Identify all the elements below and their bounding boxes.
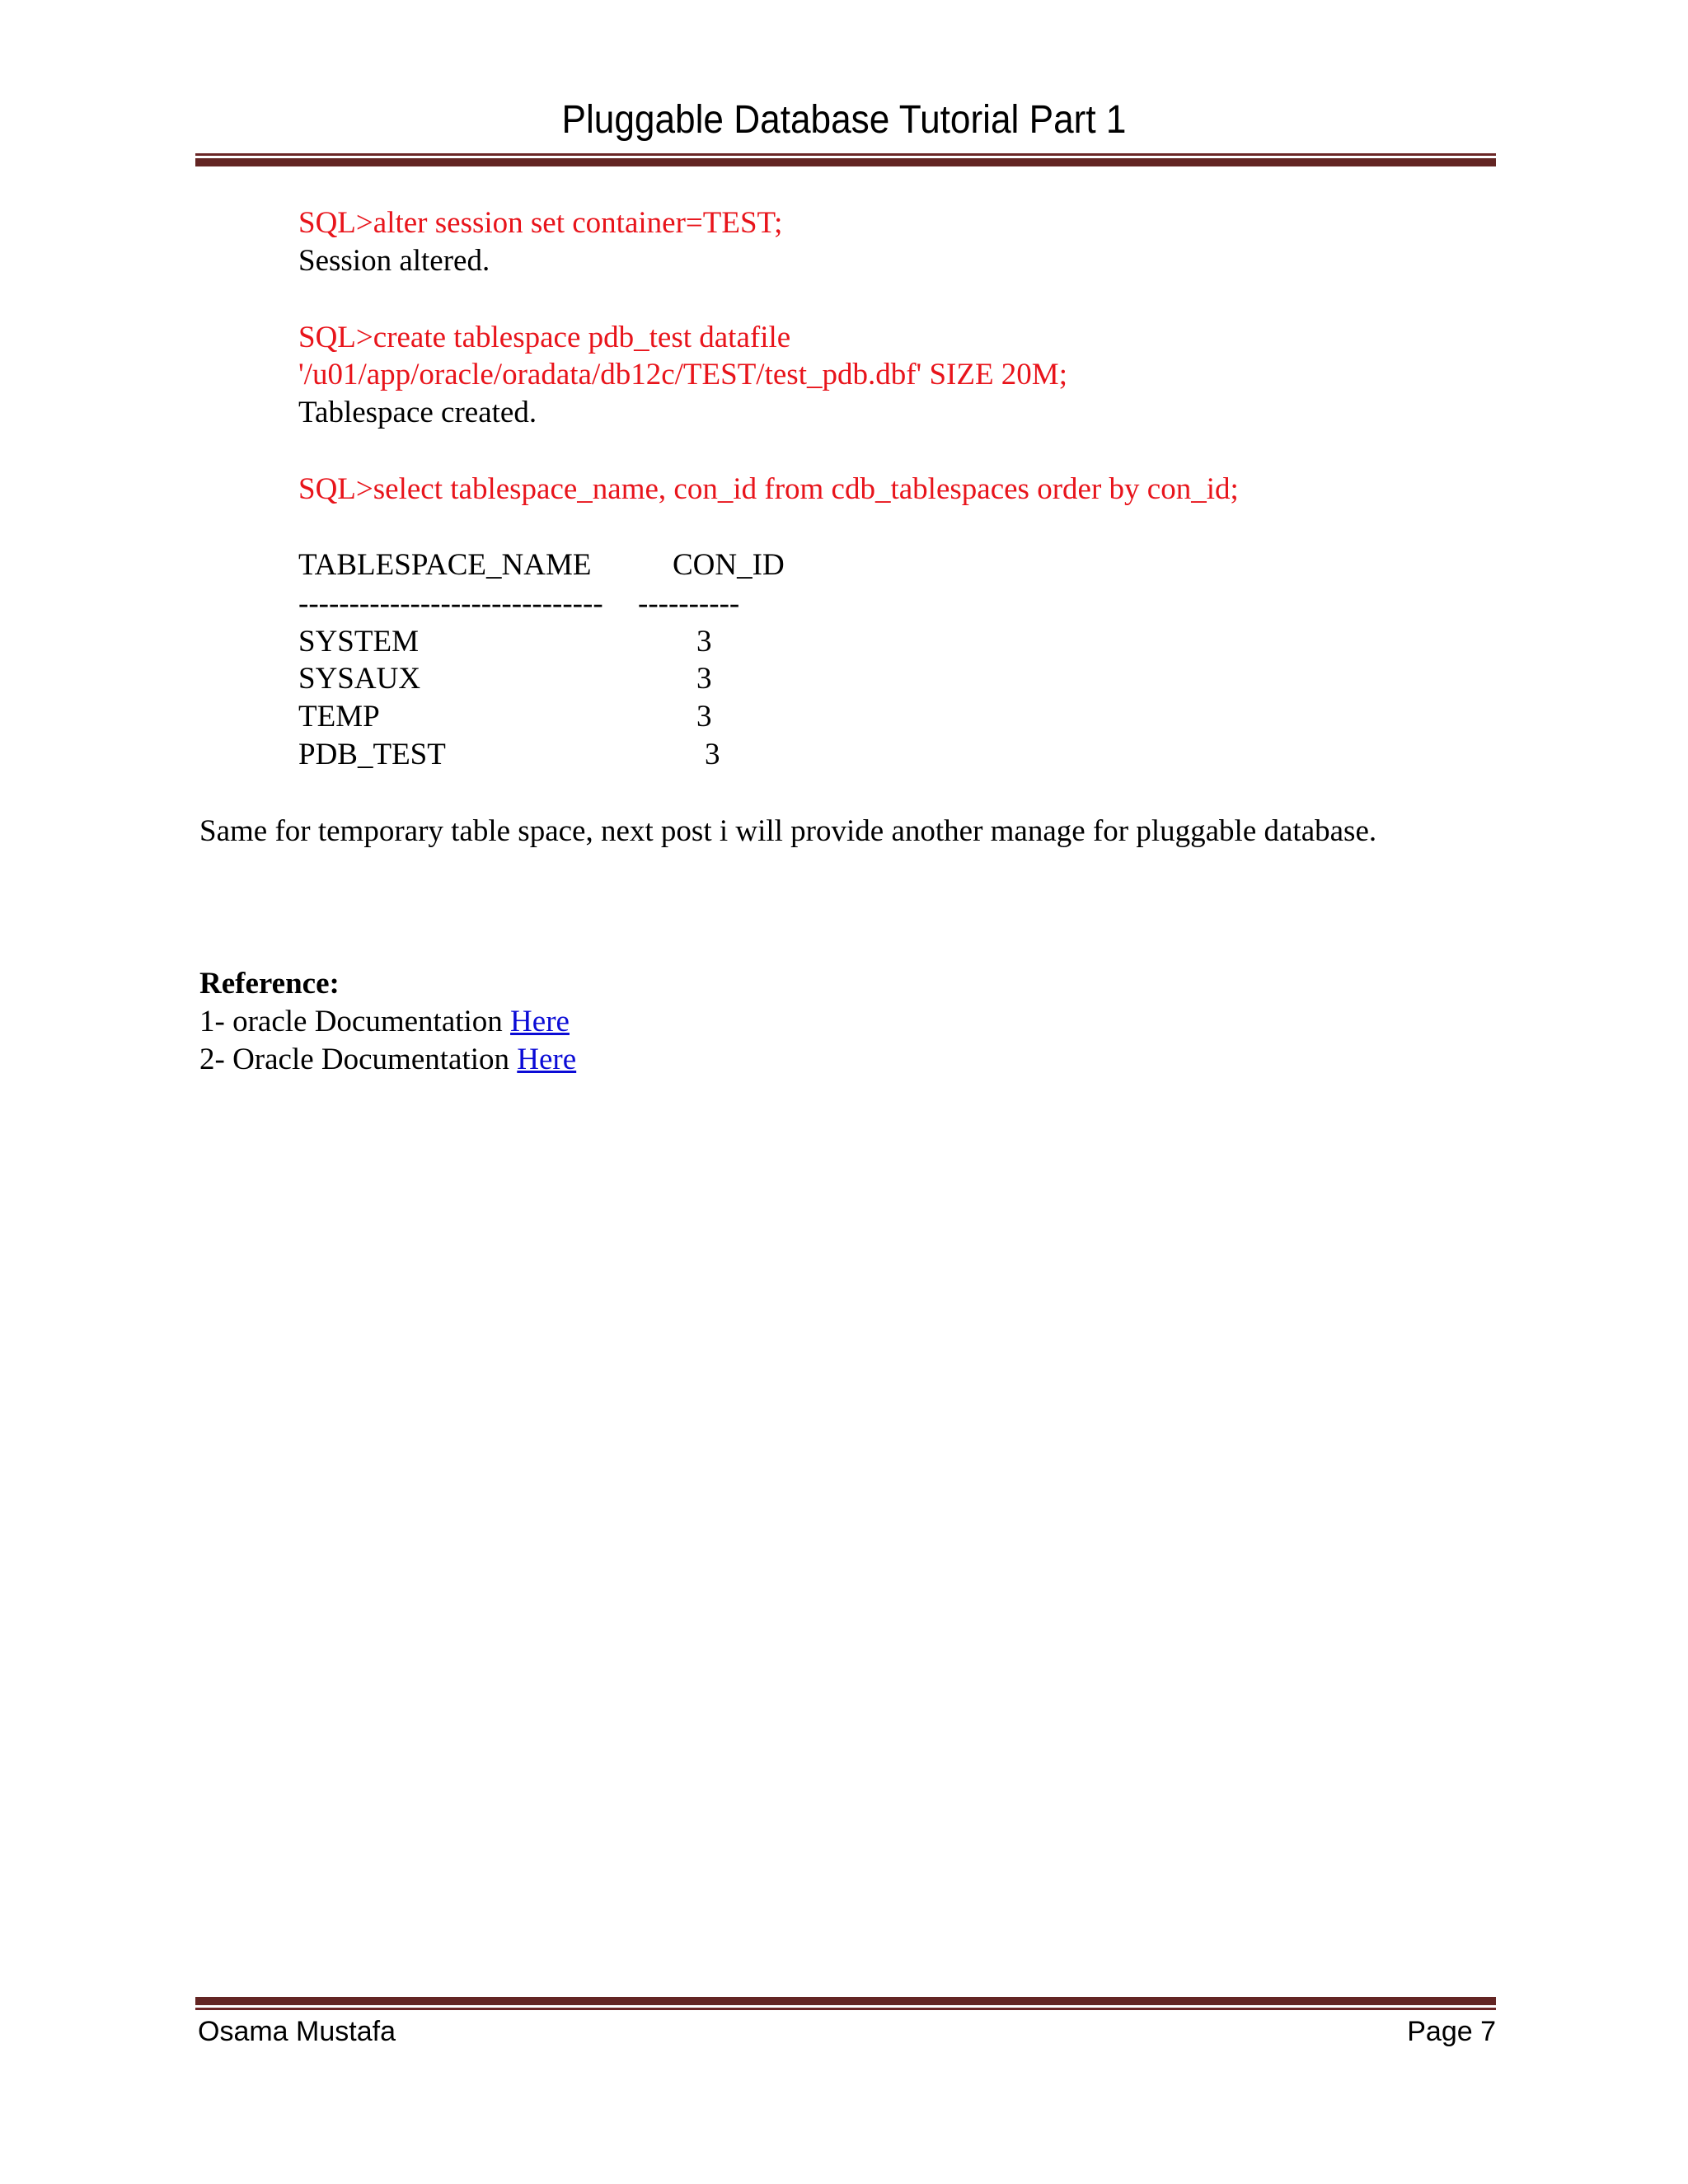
footer-author: Osama Mustafa xyxy=(198,2016,396,2047)
reference-heading: Reference: xyxy=(199,967,340,1001)
table-cell: 3 xyxy=(696,700,712,733)
sql-output: Tablespace created. xyxy=(298,396,537,429)
table-header: TABLESPACE_NAME xyxy=(298,548,592,582)
table-separator: ------------------------------ xyxy=(298,587,603,621)
table-cell: 3 xyxy=(696,625,712,658)
header-rule-thick xyxy=(195,158,1496,166)
page-header-title: Pluggable Database Tutorial Part 1 xyxy=(561,98,1127,142)
footer-rule-thick xyxy=(195,1997,1496,2005)
table-header: CON_ID xyxy=(673,548,785,582)
table-cell: 3 xyxy=(705,738,720,771)
header-rule-thin xyxy=(195,153,1496,156)
sql-command: '/u01/app/oracle/oradata/db12c/TEST/test_pdb.dbf' SIZE 20M; xyxy=(298,358,1067,391)
footer-page-number: Page 7 xyxy=(1407,2016,1496,2047)
table-cell: TEMP xyxy=(298,700,380,733)
footer-rule-thin xyxy=(195,2008,1496,2010)
sql-command: SQL>create tablespace pdb_test datafile xyxy=(298,321,791,354)
reference-link[interactable]: Here xyxy=(517,1043,577,1076)
reference-item xyxy=(199,1004,570,1040)
table-cell: SYSTEM xyxy=(298,625,419,658)
body-paragraph: Same for temporary table space, next post i will provide another manage for pluggable database. xyxy=(199,814,1377,848)
sql-command: SQL>select tablespace_name, con_id from cdb_tablespaces order by con_id; xyxy=(298,472,1239,506)
table-cell: 3 xyxy=(696,662,712,696)
reference-text: 1- oracle Documentation xyxy=(199,1005,511,1038)
table-separator: ---------- xyxy=(638,587,740,621)
reference-text: 2- Oracle Documentation xyxy=(199,1043,518,1076)
reference-link[interactable]: Here xyxy=(510,1005,570,1038)
table-cell: SYSAUX xyxy=(298,662,421,696)
table-cell: PDB_TEST xyxy=(298,738,446,771)
reference-item xyxy=(199,1042,576,1078)
sql-output: Session altered. xyxy=(298,244,490,278)
sql-command: SQL>alter session set container=TEST; xyxy=(298,206,783,240)
